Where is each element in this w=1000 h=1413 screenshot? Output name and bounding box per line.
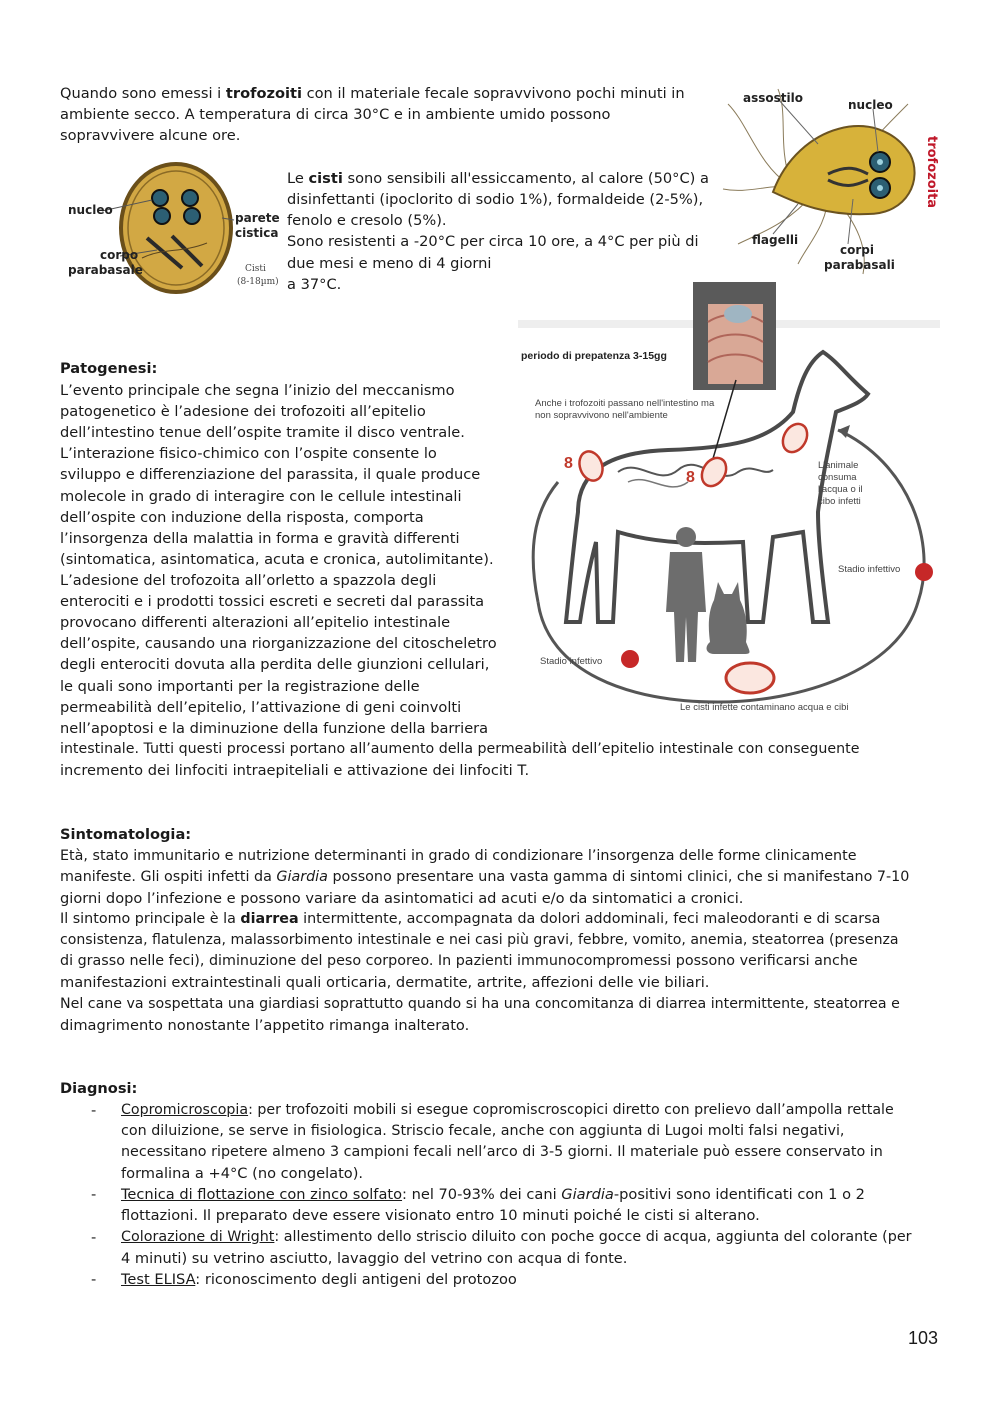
cysts-line-4: Sono resistenti a -20°C per circa 10 ore, a 4°C per più di	[287, 233, 699, 250]
cat-silhouette	[707, 582, 750, 654]
cysts-line-3: fenolo e cresolo (5%).	[287, 212, 447, 229]
svg-text:8: 8	[686, 469, 695, 486]
label-animal-1: L'animale	[818, 460, 859, 471]
pathogenesis-line: dell’ospite con induzione della risposta, comporta	[60, 509, 424, 526]
pathogenesis-line: permeabilità dell’epitelio, l’attivazione di geni coinvolti	[60, 699, 462, 716]
cyst-figure	[62, 158, 280, 294]
cysts-line-1: Le cisti sono sensibili all'essiccamento, al calore (50°C) a	[287, 170, 709, 187]
label-cysts-bottom: Le cisti infette contaminano acqua e cibi	[680, 702, 849, 713]
intro-line-3: sopravvivere alcune ore.	[60, 127, 241, 144]
pathogenesis-line: sviluppo e differenziazione del parassita, il quale produce	[60, 466, 481, 483]
pathogenesis-line: provocano differenti alterazioni all’epitelio intestinale	[60, 614, 451, 631]
cysts-line-6: a 37°C.	[287, 276, 342, 293]
label-animal-3: l'acqua o il	[818, 484, 863, 495]
list-item-line: Colorazione di Wright: allestimento dello striscio diluito con poche gocce di acqua, aggiunta del colorante (per	[121, 1229, 912, 1245]
list-item-line: Copromicroscopia: per trofozoiti mobili si esegue copromiscroscopici diretto con prelievo dall’ampolla rettale	[121, 1102, 894, 1118]
pathogenesis-line: dell’intestino tenue dell’ospite tramite il disco ventrale.	[60, 424, 465, 441]
pathogenesis-line: (sintomatica, asintomatica, acuta e cronica, autolimitante).	[60, 551, 494, 568]
symptoms-line-8: Nel cane va sospettata una giardiasi soprattutto quando si ha una concomitanza di diarrea intermittente, steatorrea e	[60, 996, 900, 1012]
pathogenesis-line: le quali sono importanti per la registrazione delle	[60, 678, 420, 695]
list-item-line: Test ELISA: riconoscimento degli antigeni del protozoo	[121, 1271, 517, 1288]
symptoms-line-7: manifestazioni extraintestinali quali orticaria, dermatite, artrite, affezioni delle vie biliari.	[60, 974, 710, 991]
list-item-line: 4 minuti) su vetrino asciutto, lavaggio del vetrino con acqua di fonte.	[121, 1250, 628, 1267]
item-title-wright: Colorazione di Wright	[121, 1229, 275, 1245]
list-bullet: -	[91, 1229, 97, 1246]
stage-dot-right	[915, 563, 933, 581]
list-item-line: Tecnica di flottazione con zinco solfato: nel 70-93% dei cani Giardia-positivi sono identificati con 1 o 2	[121, 1186, 865, 1203]
cysts-line-2: disinfettanti (ipoclorito di sodio 1%), formaldeide (2-5%),	[287, 191, 704, 208]
label-animal-4: cibo infetti	[818, 496, 861, 507]
trophozoite-figure	[718, 84, 944, 276]
label-cisti: Cisti	[245, 264, 266, 274]
pathogenesis-line: L’adesione del trofozoita all’orletto a spazzola degli	[60, 572, 437, 589]
label-stage-left: Stadio infettivo	[540, 656, 603, 667]
pathogenesis-line: l’insorgenza della malattia in forma e gravità differenti	[60, 530, 460, 547]
label-corpi: corpi	[840, 243, 874, 257]
list-item-line: con diluizione, se serve in fisiologica. Striscio fecale, anche con aggiunta di Lugoi molti falsi negativi,	[121, 1123, 845, 1139]
label-parabasali: parabasali	[824, 258, 895, 272]
label-animal-2: consuma	[818, 472, 857, 483]
label-nucleo-troph: nucleo	[848, 98, 893, 112]
pathogenesis-line: L’evento principale che segna l’inizio del meccanismo	[60, 382, 455, 399]
list-item-line: flottazioni. Il preparato deve essere visionato entro 10 minuti poiché le cisti si alterano.	[121, 1207, 760, 1224]
human-silhouette	[666, 527, 706, 662]
pathogenesis-line: intestinale. Tutti questi processi portano all’aumento della permeabilità dell’epitelio intestinale con conseguente	[60, 741, 860, 757]
item-title-copromicroscopia: Copromicroscopia	[121, 1102, 249, 1118]
label-cistica: cistica	[235, 226, 279, 240]
diagnosis-heading: Diagnosi:	[60, 1080, 138, 1097]
label-parete: parete	[235, 211, 280, 225]
symptoms-line-6: di grasso nelle feci), diminuzione del peso corporeo. In pazienti immunocompromessi possono verificarsi anche	[60, 953, 858, 969]
symptoms-line-5: consistenza, flatulenza, malassorbimento intestinale e nei casi più gravi, febbre, vomito, anemia, steatorrea (presenza	[60, 932, 899, 948]
list-item-line: formalina a +4°C (no congelato).	[121, 1165, 364, 1182]
pathogenesis-line: incremento dei linfociti intraepiteliali e attivazione dei linfociti T.	[60, 762, 530, 779]
label-parabasale: parabasale	[68, 263, 143, 277]
pathogenesis-line: patogenetico è l’adesione dei trofozoiti all’epitelio	[60, 403, 426, 420]
pathogenesis-line: enterociti e i prodotti tossici escreti e secreti dal parassita	[60, 593, 485, 610]
stage-dot-left	[621, 650, 639, 668]
label-corpo: corpo	[100, 248, 139, 262]
symptoms-heading: Sintomatologia:	[60, 826, 192, 843]
item-title-flottazione: Tecnica di flottazione con zinco solfato	[121, 1186, 403, 1203]
symptoms-line-1: Età, stato immunitario e nutrizione determinanti in grado di condizionare l’insorgenza delle forme clinicamente	[60, 848, 857, 864]
label-troph-note-1: Anche i trofozoiti passano nell'intestino ma	[535, 398, 715, 409]
pathogenesis-line: nell’apoptosi e la diminuzione della funzione della barriera	[60, 720, 489, 737]
intro-line-2: ambiente secco. A temperatura di circa 30°C e in ambiente umido possono	[60, 106, 611, 123]
label-nucleo-cyst: nucleo	[68, 203, 113, 217]
pathogenesis-line: dell’ospite, causando una riorganizzazione del citoscheletro	[60, 635, 497, 652]
svg-text:8: 8	[564, 455, 573, 472]
pathogenesis-line: degli enterociti dovuta alla perdita delle giunzioni cellulari,	[60, 656, 490, 673]
symptoms-line-2: manifeste. Gli ospiti infetti da Giardia possono presentare una vasta gamma di sintomi clinici, che si manifestano 7-10	[60, 869, 910, 885]
label-stage-right: Stadio infettivo	[838, 564, 901, 575]
pathogenesis-heading: Patogenesi:	[60, 360, 158, 377]
list-item-line: necessitano ripetere almeno 3 campioni fecali nell’arco di 3-5 giorni. Il materiale può essere conservato in	[121, 1144, 883, 1160]
symptoms-line-9: dimagrimento nonostante l’appetito rimanga inalterato.	[60, 1017, 470, 1034]
life-cycle-figure	[518, 282, 940, 718]
label-assostilo: assostilo	[743, 91, 803, 105]
item-title-elisa: Test ELISA	[121, 1271, 196, 1288]
symptoms-line-4: Il sintomo principale è la diarrea intermittente, accompagnata da dolori addominali, feci maleodoranti e di scarsa	[60, 911, 881, 927]
label-cisti-size: (8-18µm)	[237, 277, 279, 287]
list-bullet: -	[91, 1186, 97, 1203]
label-trofozoita: trofozoita	[924, 136, 939, 209]
label-prepatency: periodo di prepatenza 3-15gg	[521, 350, 667, 362]
page-number: 103	[907, 1328, 938, 1348]
list-bullet: -	[91, 1102, 97, 1119]
list-bullet: -	[91, 1271, 97, 1288]
label-troph-note-2: non sopravvivono nell'ambiente	[535, 410, 668, 421]
pathogenesis-line: molecole in grado di interagire con le cellule intestinali	[60, 488, 462, 505]
label-flagelli: flagelli	[752, 233, 799, 247]
symptoms-line-3: giorni dopo l’infezione e possono variare da asintomatici ad acuti e/o da sintomatici a cronici.	[60, 890, 744, 907]
cysts-line-5: due mesi e meno di 4 giorni	[287, 255, 492, 272]
pathogenesis-line: L’interazione fisico-chimico con l’ospite consente lo	[60, 445, 437, 462]
intro-line-1: Quando sono emessi i trofozoiti con il materiale fecale sopravvivono pochi minuti in	[60, 85, 685, 102]
